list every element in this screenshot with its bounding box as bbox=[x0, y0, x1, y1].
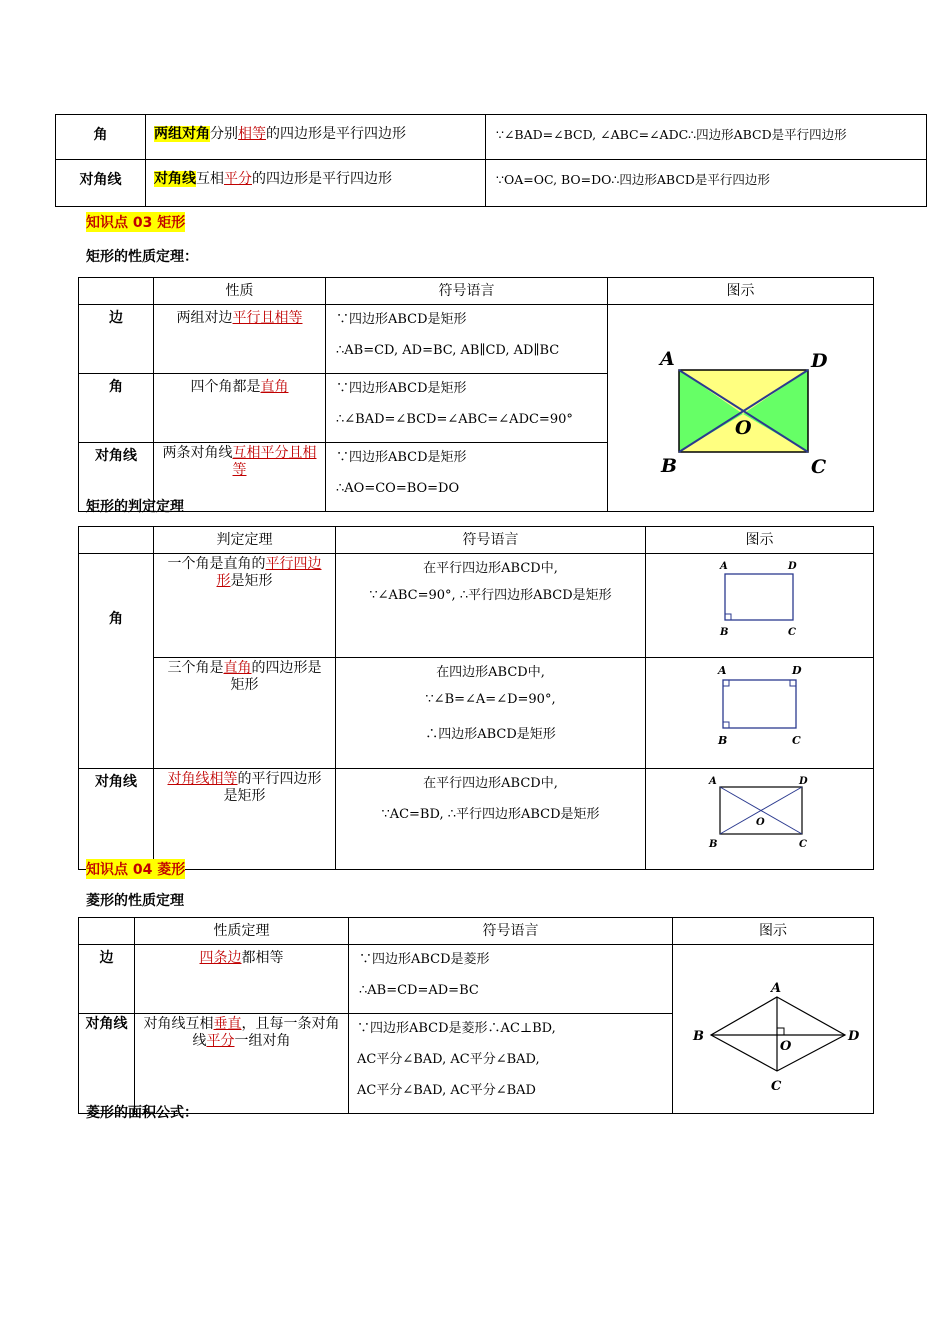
header-symbol: 符号语言 bbox=[326, 278, 608, 305]
header-symbol: 符号语言 bbox=[336, 527, 646, 554]
right-angle-mark-a bbox=[723, 680, 729, 686]
rect-outline bbox=[725, 574, 793, 620]
parallelogram-table bbox=[55, 114, 927, 207]
rhombus-figure-cell bbox=[673, 945, 874, 1114]
row-label-diagonal: 对角线 bbox=[79, 443, 154, 512]
label-a: A bbox=[660, 347, 675, 370]
fig-equal-diagonals-cell bbox=[646, 769, 874, 870]
header-property: 性质定理 bbox=[135, 918, 349, 945]
symbol-angle: ∵四边形ABCD是矩形 ∴∠BAD=∠BCD=∠ABC=∠ADC=90° bbox=[326, 374, 608, 443]
svg-text:D: D bbox=[799, 776, 808, 787]
symbol-side: ∵四边形ABCD是菱形 ∴AB=CD=AD=BC bbox=[349, 945, 673, 1014]
judge-three-angles-symbol: 在四边形ABCD中, ∵∠B=∠A=∠D=90°, ∴四边形ABCD是矩形 bbox=[336, 658, 646, 769]
property-angle: 四个角都是直角 bbox=[154, 374, 326, 443]
svg-text:A: A bbox=[771, 981, 782, 996]
judge-one-angle: 一个角是直角的平行四边形是矩形 bbox=[154, 554, 336, 658]
svg-text:A: A bbox=[718, 664, 727, 677]
label-o: O bbox=[735, 416, 752, 439]
svg-text:B: B bbox=[709, 839, 718, 850]
svg-text:D: D bbox=[788, 561, 797, 572]
property-side: 四条边都相等 bbox=[135, 945, 349, 1014]
symbol-angle: ∵∠BAD=∠BCD, ∠ABC=∠ADC∴四边形ABCD是平行四边形 bbox=[486, 115, 927, 160]
rect-diagonals-diagram bbox=[646, 769, 874, 865]
svg-text:C: C bbox=[788, 627, 796, 638]
row-label-side: 边 bbox=[79, 945, 135, 1014]
fig-one-angle-cell bbox=[646, 554, 874, 658]
rect-figure-cell bbox=[608, 305, 874, 512]
svg-text:D: D bbox=[792, 664, 802, 677]
row-label-angle: 角 bbox=[56, 115, 146, 160]
svg-text:O: O bbox=[756, 817, 765, 828]
row-label-angle: 角 bbox=[79, 374, 154, 443]
header-blank bbox=[79, 918, 135, 945]
label-d: D bbox=[811, 349, 828, 372]
row-label-diagonal: 对角线 bbox=[79, 1014, 135, 1114]
header-blank bbox=[79, 278, 154, 305]
property-side: 两组对边平行且相等 bbox=[154, 305, 326, 374]
judge-equal-diagonals: 对角线相等的平行四边形是矩形 bbox=[154, 769, 336, 870]
symbol-side: ∵四边形ABCD是矩形 ∴AB=CD, AD=BC, AB∥CD, AD∥BC bbox=[326, 305, 608, 374]
svg-text:B: B bbox=[720, 627, 729, 638]
section-heading-rectangle: 知识点 03 矩形 bbox=[86, 212, 185, 232]
symbol-diagonal: ∵四边形ABCD是矩形 ∴AO=CO=BO=DO bbox=[326, 443, 608, 512]
rect-three-angles-diagram bbox=[646, 658, 874, 764]
header-figure: 图示 bbox=[673, 918, 874, 945]
judge-one-angle-symbol: 在平行四边形ABCD中, ∵∠ABC=90°, ∴平行四边形ABCD是矩形 bbox=[336, 554, 646, 658]
rhombus-property-table bbox=[78, 917, 874, 1114]
label-b: B bbox=[661, 454, 678, 477]
right-angle-mark-o bbox=[777, 1028, 784, 1035]
property-diagonal: 对角线互相垂直，且每一条对角线平分一组对角 bbox=[135, 1014, 349, 1114]
row-label-angle: 角 bbox=[79, 554, 154, 769]
svg-text:D: D bbox=[848, 1029, 860, 1044]
rect-judge-table bbox=[78, 526, 874, 870]
row-label-diagonal: 对角线 bbox=[56, 160, 146, 207]
svg-text:C: C bbox=[799, 839, 807, 850]
judge-equal-diagonals-symbol: 在平行四边形ABCD中, ∵AC=BD, ∴平行四边形ABCD是矩形 bbox=[336, 769, 646, 870]
header-property: 性质 bbox=[154, 278, 326, 305]
row-label-side: 边 bbox=[79, 305, 154, 374]
svg-text:C: C bbox=[771, 1079, 782, 1094]
theorem-diagonal: 对角线互相平分的四边形是平行四边形 bbox=[146, 160, 486, 207]
rect-judge-title: 矩形的判定定理 bbox=[86, 499, 184, 515]
symbol-diagonal: ∵OA=OC, BO=DO∴四边形ABCD是平行四边形 bbox=[486, 160, 927, 207]
right-angle-mark-d bbox=[790, 680, 796, 686]
header-figure: 图示 bbox=[608, 278, 874, 305]
svg-text:A: A bbox=[709, 776, 717, 787]
symbol-diagonal: ∵四边形ABCD是菱形∴AC⊥BD, AC平分∠BAD, AC平分∠BAD, AC平分∠BAD, AC平分∠BAD bbox=[349, 1014, 673, 1114]
judge-three-angles: 三个角是直角的四边形是矩形 bbox=[154, 658, 336, 769]
header-theorem: 判定定理 bbox=[154, 527, 336, 554]
rhombus-area-title: 菱形的面积公式： bbox=[86, 1105, 198, 1121]
header-figure: 图示 bbox=[646, 527, 874, 554]
rect-outline bbox=[723, 680, 796, 728]
rect-one-angle-diagram bbox=[646, 554, 874, 653]
rhombus-outline bbox=[711, 997, 845, 1071]
rect-property-table bbox=[78, 277, 874, 512]
right-angle-mark-b bbox=[725, 614, 731, 620]
label-c: C bbox=[811, 455, 827, 478]
header-blank bbox=[79, 527, 154, 554]
theorem-angle: 两组对角分别相等的四边形是平行四边形 bbox=[146, 115, 486, 160]
row-label-diagonal: 对角线 bbox=[79, 769, 154, 870]
property-diagonal: 两条对角线互相平分且相等 bbox=[154, 443, 326, 512]
rhombus-diagram bbox=[673, 951, 874, 1103]
section-heading-rhombus: 知识点 04 菱形 bbox=[86, 859, 185, 879]
svg-text:O: O bbox=[780, 1039, 792, 1054]
svg-text:B: B bbox=[693, 1029, 704, 1044]
right-angle-mark-b bbox=[723, 722, 729, 728]
svg-text:A: A bbox=[720, 561, 728, 572]
header-symbol: 符号语言 bbox=[349, 918, 673, 945]
svg-text:C: C bbox=[792, 734, 801, 747]
rect-property-title: 矩形的性质定理： bbox=[86, 249, 198, 265]
svg-text:B: B bbox=[718, 734, 728, 747]
fig-three-angles-cell bbox=[646, 658, 874, 769]
rhombus-property-title: 菱形的性质定理 bbox=[86, 893, 184, 909]
rectangle-diagram bbox=[608, 314, 874, 499]
